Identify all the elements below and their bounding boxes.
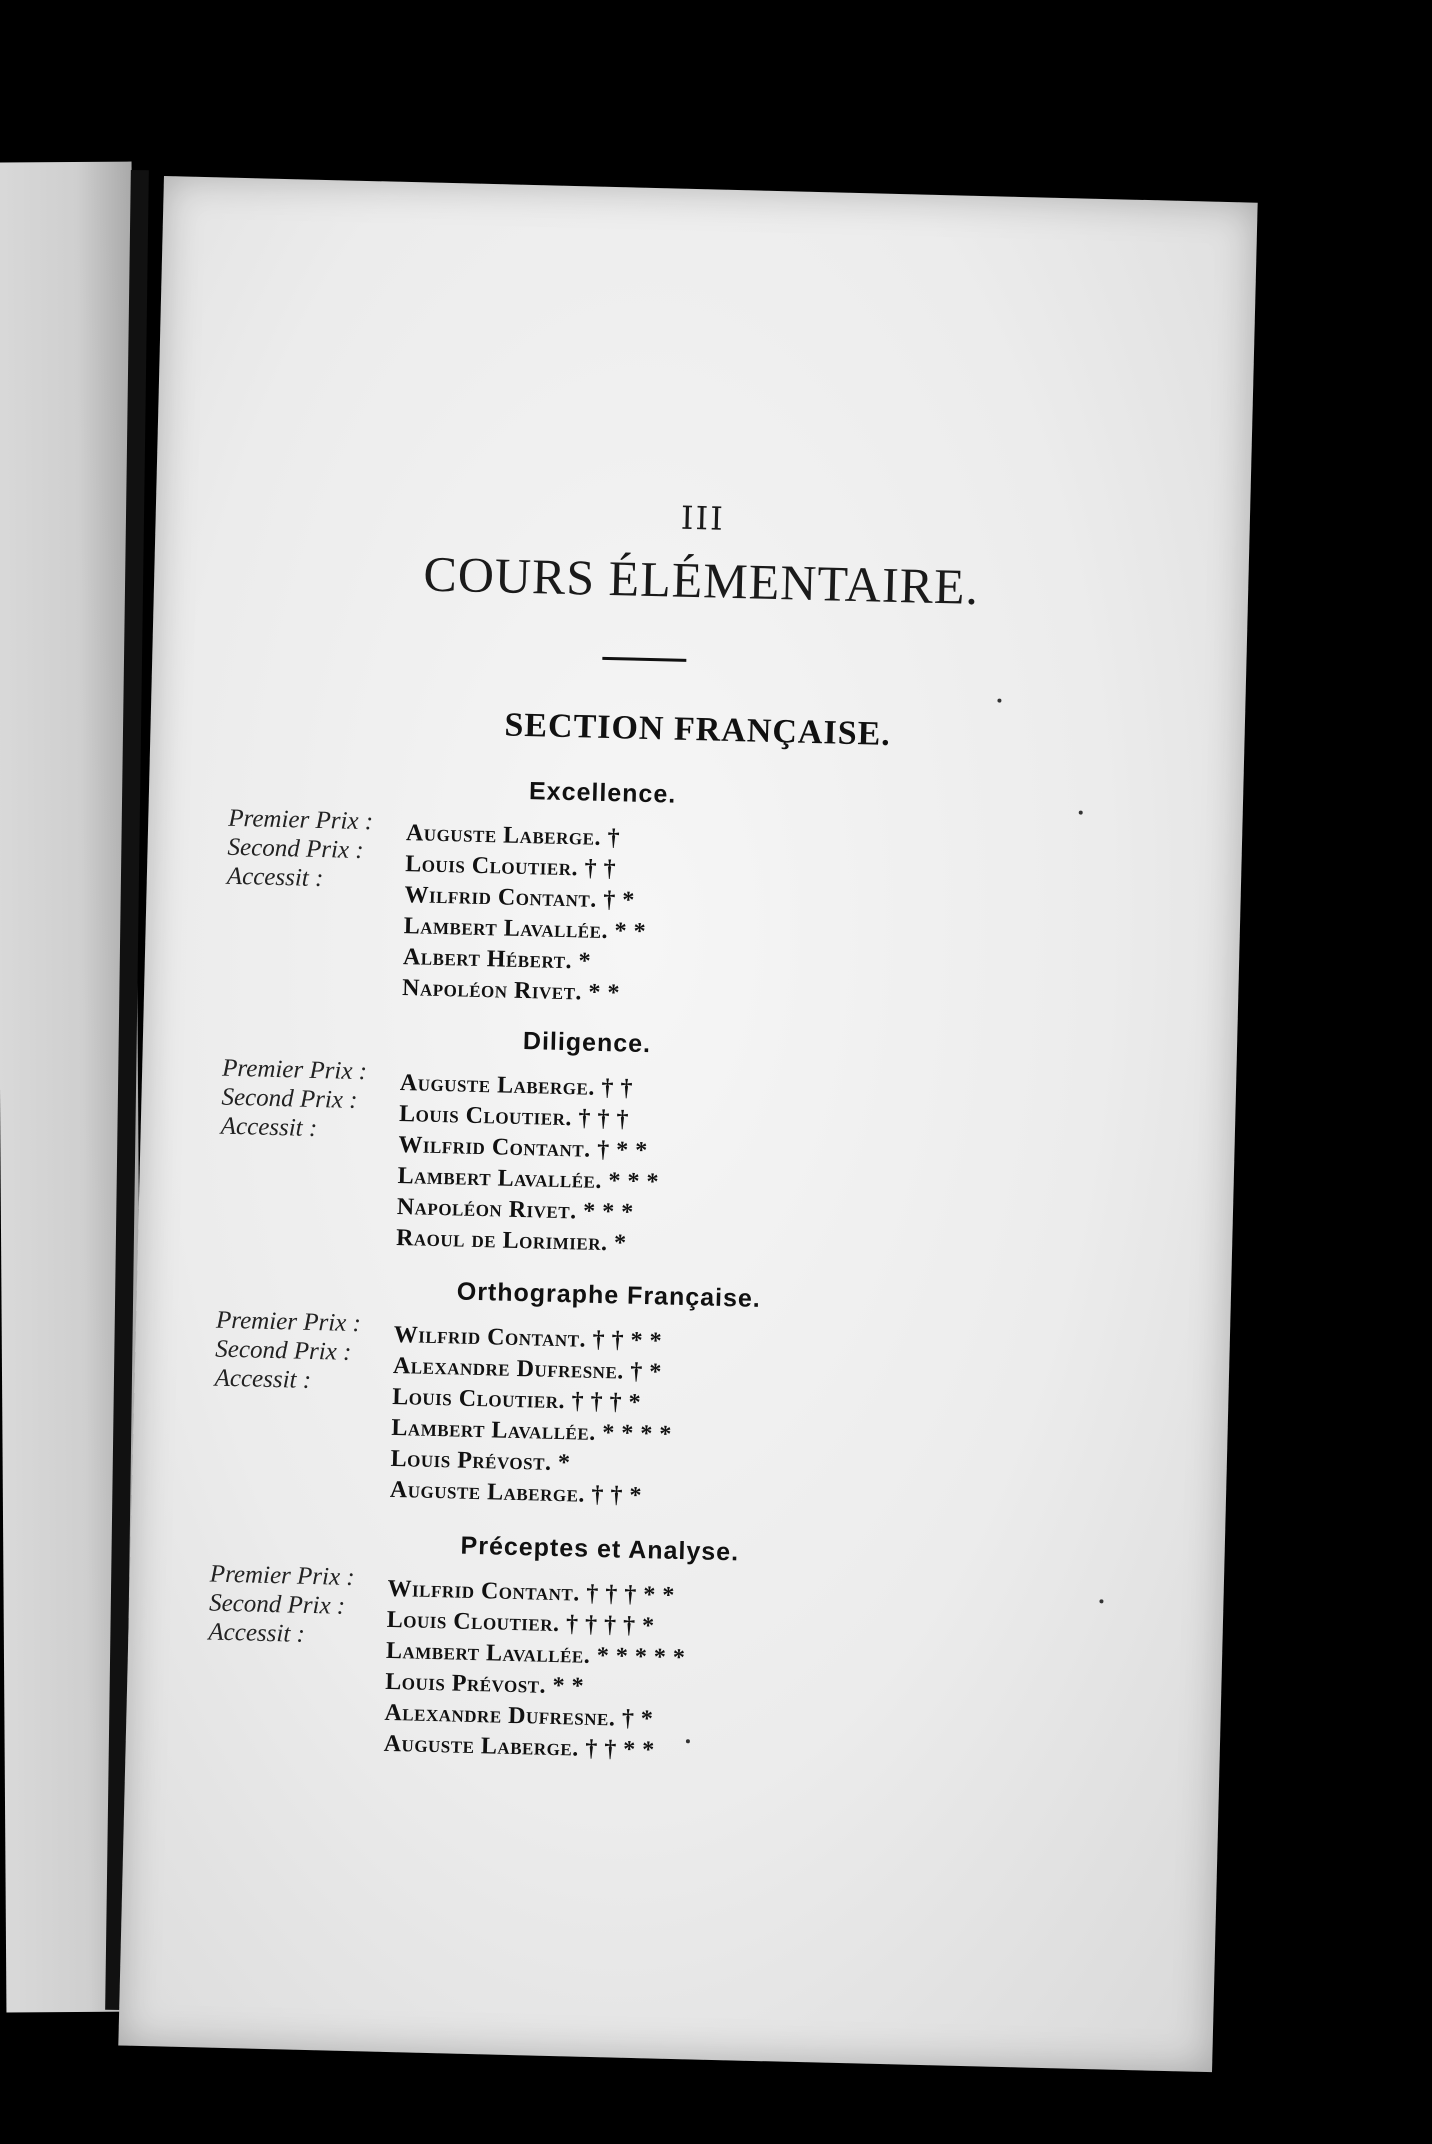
winner-name: Auguste Laberge. † † * * <box>383 1730 656 1764</box>
winner-name: Wilfrid Contant. † † * * <box>393 1321 663 1355</box>
winner-name: Alexandre Dufresne. † * <box>392 1352 663 1386</box>
paper-speck <box>1079 811 1083 815</box>
winner-name: Lambert Lavallée. * * <box>403 913 647 945</box>
winner-list <box>390 1320 814 1516</box>
prize-label: Accessit : <box>226 862 324 893</box>
award-block-diligence <box>143 1018 1143 1257</box>
winner-name: Wilfrid Contant. † † † * * <box>387 1575 676 1609</box>
prize-label: Second Prix : <box>227 833 364 865</box>
winner-list <box>402 818 826 1014</box>
prize-label: Accessit : <box>214 1364 312 1394</box>
winner-name: Louis Cloutier. † † † † * <box>386 1606 655 1640</box>
paper-speck <box>997 699 1001 703</box>
winner-name: Louis Cloutier. † † <box>404 851 617 883</box>
winner-name: Napoléon Rivet. * * * <box>396 1194 634 1226</box>
winner-name: Alexandre Dufresne. † * <box>384 1699 654 1733</box>
prize-label: Premier Prix : <box>221 1054 368 1086</box>
winner-name: Louis Prévost. * <box>390 1445 571 1477</box>
chapter-number: III <box>680 498 726 538</box>
winner-name: Lambert Lavallée. * * * <box>397 1163 660 1196</box>
winner-name: Louis Cloutier. † † † <box>398 1101 630 1133</box>
winner-name: Auguste Laberge. † <box>405 820 621 852</box>
prize-labels <box>208 1560 380 1651</box>
award-category-heading: Orthographe Française. <box>456 1277 762 1313</box>
book-page <box>118 176 1257 2072</box>
winner-name: Albert Hébert. * <box>402 944 592 975</box>
page-title: COURS ÉLÉMENTAIRE. <box>422 545 980 616</box>
winner-name: Napoléon Rivet. * * <box>401 975 621 1007</box>
award-category-heading: Diligence. <box>522 1027 652 1059</box>
award-block-preceptes <box>131 1524 1131 1764</box>
section-heading: SECTION FRANÇAISE. <box>504 706 892 753</box>
winner-name: Lambert Lavallée. * * * * * <box>385 1637 686 1672</box>
winner-name: Louis Prévost. * * <box>384 1668 585 1700</box>
prize-labels <box>220 1054 392 1145</box>
winner-name: Wilfrid Contant. † * * <box>398 1132 648 1165</box>
winner-name: Auguste Laberge. † † <box>399 1070 634 1102</box>
winner-list <box>383 1574 807 1770</box>
prize-label: Second Prix : <box>221 1083 358 1115</box>
winner-name: Auguste Laberge. † † * <box>389 1476 643 1510</box>
title-rule <box>602 657 686 662</box>
winner-list <box>396 1068 820 1264</box>
paper-speck <box>1099 1599 1103 1603</box>
prize-label: Second Prix : <box>208 1589 346 1620</box>
prize-labels <box>214 1306 386 1397</box>
prize-label: Accessit : <box>208 1618 306 1648</box>
prize-label: Second Prix : <box>215 1335 352 1366</box>
prize-label: Premier Prix : <box>227 804 374 836</box>
winner-name: Louis Cloutier. † † † * <box>391 1383 642 1417</box>
paper-speck <box>686 1739 690 1743</box>
prize-labels <box>227 804 399 895</box>
winner-name: Wilfrid Contant. † * <box>404 882 636 914</box>
prize-label: Premier Prix : <box>215 1306 362 1338</box>
award-category-heading: Excellence. <box>528 777 677 809</box>
winner-name: Raoul de Lorimier. * <box>395 1224 627 1257</box>
award-block-orthographe <box>137 1270 1137 1510</box>
prize-label: Accessit : <box>220 1112 318 1143</box>
award-block-excellence <box>150 768 1150 1007</box>
prize-label: Premier Prix : <box>209 1560 356 1592</box>
winner-name: Lambert Lavallée. * * * * <box>391 1414 673 1448</box>
award-category-heading: Préceptes et Analyse. <box>460 1531 740 1567</box>
